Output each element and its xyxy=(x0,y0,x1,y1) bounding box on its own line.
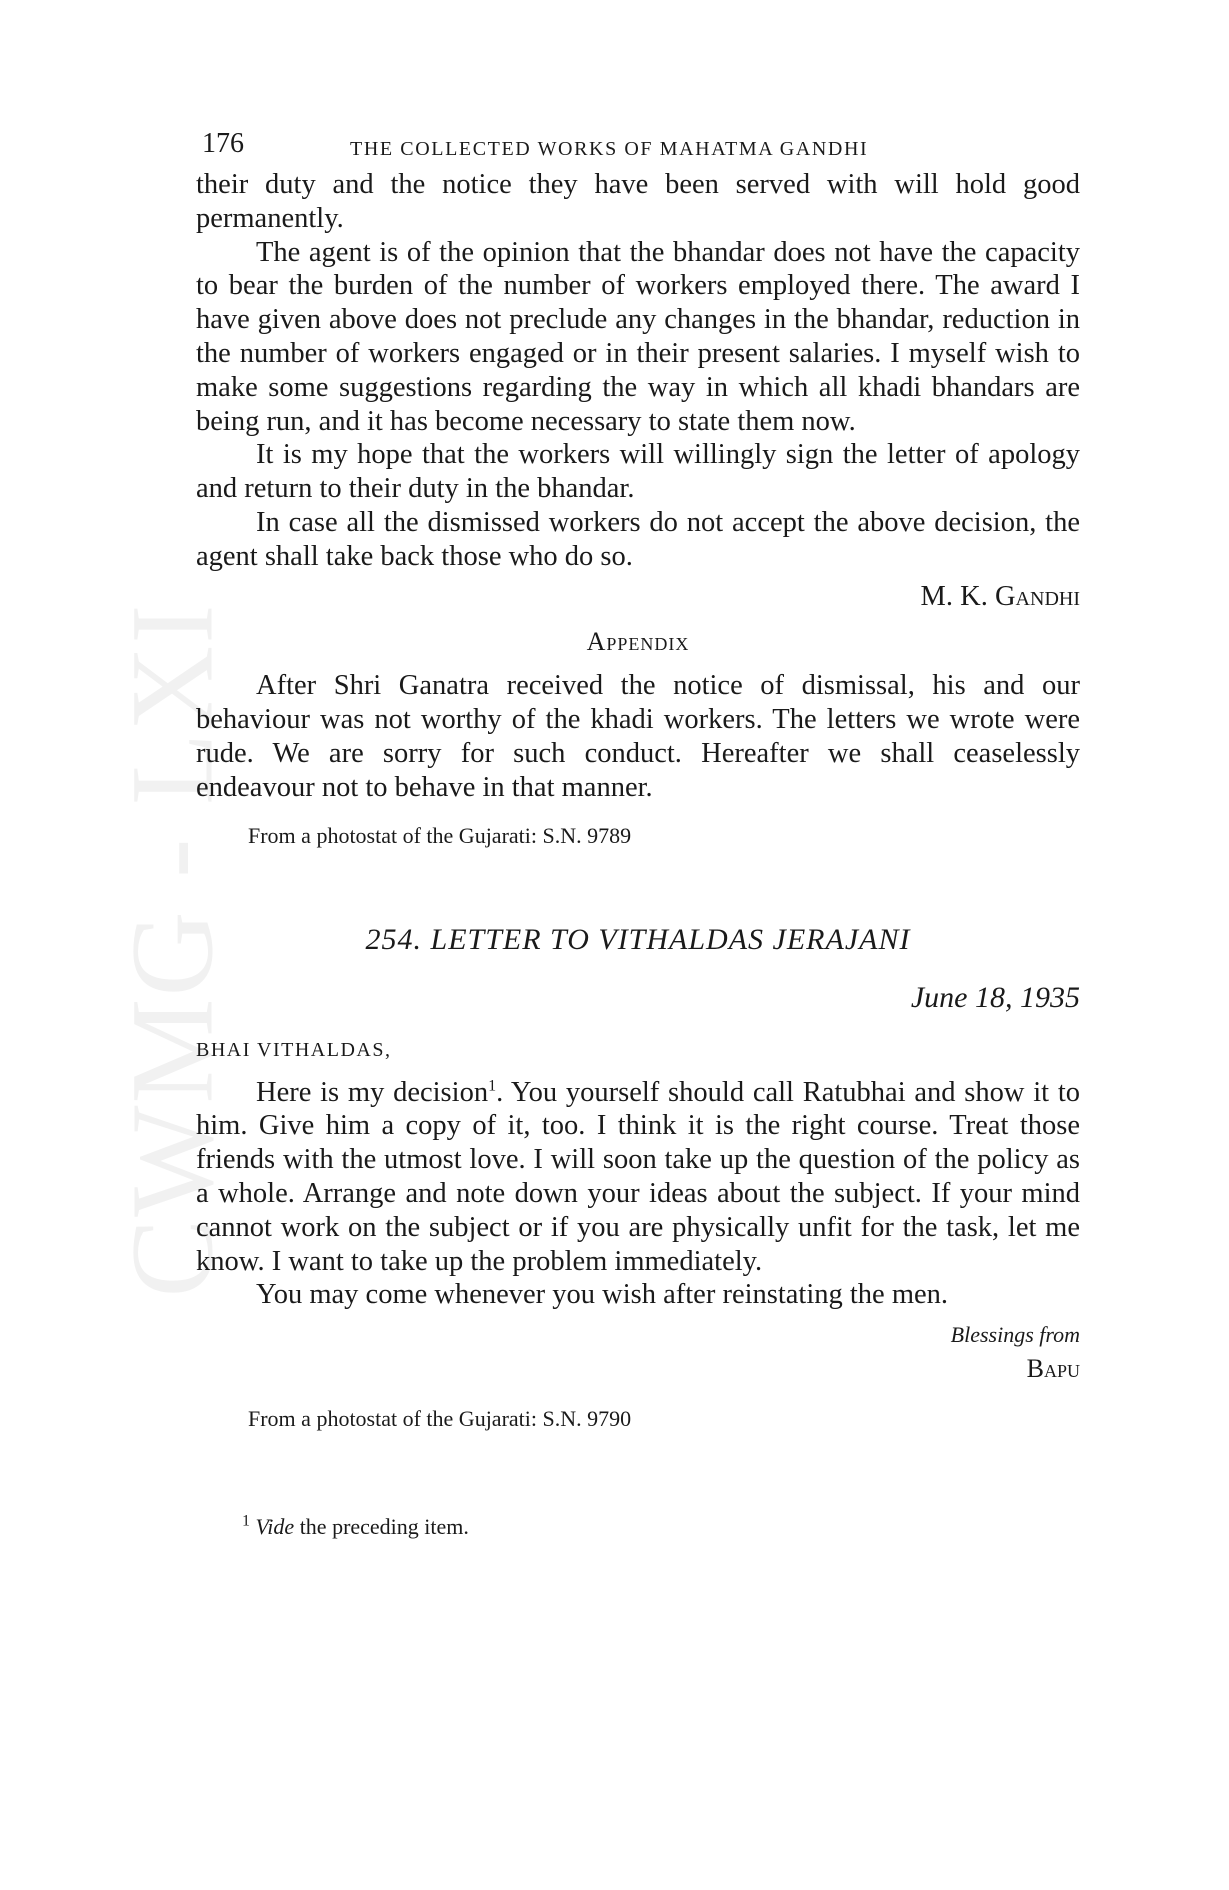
appendix-paragraph: After Shri Ganatra received the notice of dismissal, his and our behaviour was not worthy of the khadi workers. The letters we wrote were rude. We are sorry for such conduct. Hereafter we shall ceaselessly endeavour not to behave in that manner. xyxy=(196,670,1080,803)
page-number: 176 xyxy=(202,128,244,159)
letter-title: 254. LETTER TO VITHALDAS JERAJANI xyxy=(365,922,911,956)
watermark-text: CWMG - LXI xyxy=(107,602,239,1298)
footnote-marker: 1 xyxy=(242,1512,250,1530)
appendix-title: Appendix xyxy=(586,627,690,657)
running-title: THE COLLECTED WORKS OF MAHATMA GANDHI xyxy=(350,138,869,160)
letter-text: Here is my decision xyxy=(256,1076,489,1108)
letter-date: June 18, 1935 xyxy=(910,980,1080,1014)
body-paragraph: their duty and the notice they have been served with will hold good permanently. xyxy=(196,169,1080,234)
footnote-vide: Vide xyxy=(255,1514,295,1540)
letter-paragraph xyxy=(196,1076,1080,1279)
body-paragraph: It is my hope that the workers will willingly sign the letter of apology and return to their duty in the bhandar. xyxy=(196,439,1080,505)
salutation: BHAI VITHALDAS, xyxy=(196,1038,392,1061)
letter-signature: Bapu xyxy=(1026,1354,1080,1384)
running-head xyxy=(196,128,1080,168)
closing: Blessings from xyxy=(950,1322,1080,1348)
source-note: From a photostat of the Gujarati: S.N. 9790 xyxy=(248,1406,632,1432)
footnote-ref: 1 xyxy=(488,1077,497,1095)
letter-text: . You yourself should call Ratubhai and show it to him. Give him a copy of it, too. I think it is the right course. Treat those friends with the utmost love. I will soon take up the question of the policy as a whole. Arrange and note down your ideas about the subject. If your mind cannot work on the subject or if you are physically unfit for the task, let me know. I want to take up the problem immediately. xyxy=(196,1076,1080,1277)
source-note: From a photostat of the Gujarati: S.N. 9789 xyxy=(248,822,632,848)
signature: M. K. Gandhi xyxy=(920,580,1080,612)
body-paragraph: The agent is of the opinion that the bhandar does not have the capacity to bear the burden of the number of workers employed there. The award I have given above does not preclude any changes in the bhandar, reduction in the number of workers engaged or in their present salaries. I myself wish to make some suggestions regarding the way in which all khadi bhandars are being run, and it has become necessary to state them now. xyxy=(196,236,1080,437)
body-paragraph: In case all the dismissed workers do not accept the above decision, the agent shall take back those who do so. xyxy=(196,506,1080,572)
page xyxy=(196,128,1080,1540)
letter-paragraph: You may come whenever you wish after reinstating the men. xyxy=(256,1279,949,1311)
footnote-text: the preceding item. xyxy=(294,1514,469,1540)
footnote xyxy=(242,1514,1080,1540)
